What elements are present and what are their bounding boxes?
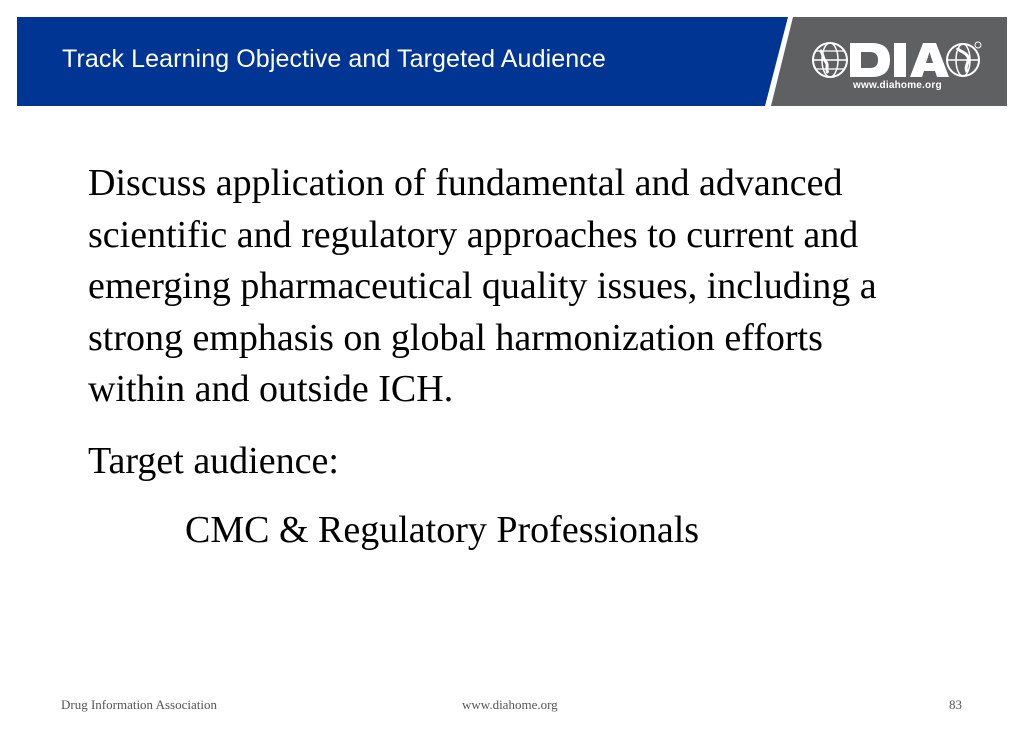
slide-body bbox=[88, 158, 938, 557]
footer-url: www.diahome.org bbox=[462, 697, 558, 712]
footer-organization: Drug Information Association bbox=[61, 697, 217, 712]
globe-icon bbox=[947, 44, 979, 76]
logo-url: www.diahome.org bbox=[853, 80, 942, 91]
target-audience-value: CMC & Regulatory Professionals bbox=[185, 509, 700, 551]
slide-header bbox=[17, 17, 1007, 106]
globe-icon bbox=[813, 43, 847, 77]
target-audience-label: Target audience: bbox=[88, 439, 339, 482]
dia-logo bbox=[810, 38, 982, 82]
slide-title: Track Learning Objective and Targeted Audience bbox=[62, 45, 606, 73]
page-number: 83 bbox=[949, 697, 962, 712]
learning-objective: Discuss application of fundamental and advanced scientific and regulatory approaches to current and emerging pharmaceutical quality issues, including a strong emphasis on global harmonization efforts within and outside ICH. bbox=[88, 162, 877, 410]
